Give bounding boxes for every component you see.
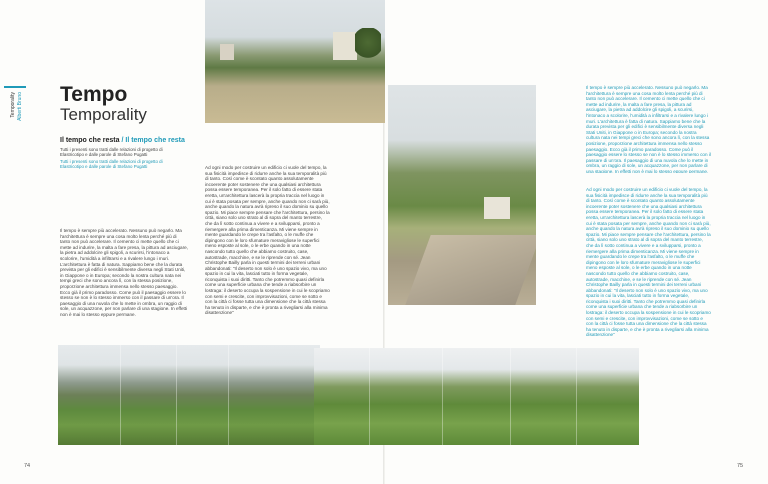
- intro-heading: [60, 137, 185, 144]
- page-number-right: 75: [737, 463, 744, 469]
- photo-tree: [355, 28, 381, 64]
- intro-text-en: Tutti i presenti sono tratti dalle relazioni di progetto di Elastricotipo e dalle parole di Stefano Pugatti: [60, 159, 163, 170]
- photo-garden-path: [388, 85, 536, 305]
- intro-heading-sep: /: [119, 137, 126, 144]
- page-number-left: 74: [24, 463, 31, 469]
- body-column-right-2: Ad ogni modo per costruire un edificio ci vuole del tempo, la sua fisicità impedisce di ridurre anche la sua temporalità più di tanto. Così come è scontato quanto assolutamente incoerente poter sostenere che una qualsiasi architettura possa essere temporanea. Per il solo fatto di essere stata eretta, un'architettura lascerà la propria traccia nel luogo in cui è stata posata per sempre, anche quando non ci sarà più, anche quando la natura avrà ripreso il suo dominio su quello spazio. Mi piace sempre pensare che l'architettura, persino la città, siano solo uno strato al di sopra del manto terrestre, che da lì sotto continua a vivere e a svilupparsi, pronto a riemergere alla prima dimenticanza. Mi viene sempre in mente guardando le crepe tra l'asfalto, o le muffe che dipingono con le loro sfumature meravigliose le superfici meno esposte al sole, o le erbe quando in una notte nascondo tutto quello che abbiamo costruito, case, autostrade, macchine, e se le riprende con sé. Jean Christophe Bailly parla in questi termini dei terreni urbani abbandonati: "Il deserto non solo è uno spazio vivo, ma uno spazio in cui la vita, lasciati tutto in forma vegetale, riconquista i suoi diritti. Tanto che potremmo quasi definirla come una superficie urbana che tende a riabsorbire un lostraga: il deserto occupa la sospensione in cui le scopriamo con semi e crescite, con improvvisazioni, come se sotto e con la città ci fosse tutta una dimensione che la città stessa ha tenuto in disparte, e che è pronta a rivegliarsi alla minima disattenzione": [586, 187, 711, 338]
- photo-segment: [510, 348, 511, 445]
- body-column-right-1: Il tempo è sempre più accelerato. Nessuno può negarlo. Ma l'architettura è sempre una cosa molto lenta perché più di tanto non può accelerare. Il cemento ci mette quello che ci mette ad indurire, la malta a fare presa, la pittura ad asciugare, la pietra ad addolcire gli spigoli, a scurirsi, l'intonaco a scolorire, l'umidità a infiltrarsi e a rivalere lungo i muri. L'architettura è fatta di natura. Sappiamo bene che la durata prevista per gli edifici è sensibilmente diversa negli Stati Uniti, in Giappone o in Europa; secondo la nostra cultura nata nei tempi greci che sono ancora lì, con la stessa posizione, proporzione architettura immensa nello stesso paesaggio. Ecco già il primo paradosso. Come può il paesaggio essere lo stesso se non è lo stesso immerso con il passare di un'ora. Il paesaggio di una nuvola che lo mette in ombra, un raggio di sole, un acquazzone, per non parlare di una stagione. In effetti non è mai lo stesso eppure permane.: [586, 85, 711, 173]
- photo-segment: [442, 348, 443, 445]
- photo-building: [220, 44, 234, 60]
- body-column-left-1: Il tempo è sempre più accelerato. Nessuno può negarlo. Ma l'architettura è sempre una cosa molto lenta perché più di tanto non può accelerare. Il cemento ci mette quello che ci mette ad indurire, la malta a fare presa, la pittura ad asciugare, la pietra ad addolcire gli spigoli, a scurirsi, l'intonaco a scolorire, l'umidità a infiltrarsi e a rivalere lungo i muri. L'architettura è fatta di natura. Sappiamo bene che la durata prevista per gli edifici è sensibilmente diversa negli Stati Uniti, in Giappone o in Europa; secondo la nostra cultura nata nei tempi greci che sono ancora lì, con la stessa posizione, proporzione architettura immensa nello stesso paesaggio. Ecco già il primo paradosso. Come può il paesaggio essere lo stesso se non è lo stesso immerso con il passare di un'ora. Il paesaggio di una nuvola che lo mette in ombra, un raggio di sole, un acquazzone, per non parlare di una stagione. In effetti non è mai lo stesso eppure permane.: [60, 228, 188, 317]
- side-tab: [4, 86, 26, 128]
- photo-segment: [369, 348, 370, 445]
- body-column-left-2: Ad ogni modo per costruire un edificio ci vuole del tempo, la sua fisicità impedisce di ridurre anche la sua temporalità più di tanto. Così come è scontato quanto assolutamente incoerente poter sostenere che una qualsiasi architettura possa essere temporanea. Per il solo fatto di essere stata eretta, un'architettura lascerà la propria traccia nel luogo in cui è stata posata per sempre, anche quando non ci sarà più, anche quando la natura avrà ripreso il suo dominio su quello spazio. Mi piace sempre pensare che l'architettura, persino la città, siano solo uno strato al di sopra del manto terrestre, che da lì sotto continua a vivere e a svilupparsi, pronto a riemergere alla prima dimenticanza. Mi viene sempre in mente guardando le crepe tra l'asfalto, o le muffe che dipingono con le loro sfumature meravigliose le superfici meno esposte al sole, o le erbe quando in una notte nascondo tutto quello che abbiamo costruito, case, autostrade, macchine, e se le riprende con sé. Jean Christophe Bailly parla in questi termini dei terreni urbani abbandonati: "Il deserto non solo è uno spazio vivo, ma uno spazio in cui la vita, lasciati tutto in forma vegetale, riconquista i suoi diritti. Tanto che potremmo quasi definirla come una superficie urbana che tende a riabsorbire un lostraga: il deserto occupa la sospensione in cui le scopriamo con semi e crescite, con improvvisazioni, come se sotto e con la città ci fosse tutta una dimensione che la città stessa ha tenuto in disparte, e che è pronta a rivegliarsi alla minima disattenzione": [205, 165, 330, 316]
- photo-segment: [120, 345, 121, 445]
- photo-segment: [576, 348, 577, 445]
- intro-text-it: Tutti i presenti sono tratti dalle relazioni di progetto di Elastricotipo e dalle parole di Stefano Pugatti: [60, 147, 163, 158]
- photo-segment: [176, 345, 177, 445]
- photo-gravel-path: [405, 235, 536, 305]
- page-title: Tempo: [60, 83, 128, 106]
- photo-building: [333, 32, 357, 60]
- side-tab-author: Alberti Bruno: [17, 92, 23, 121]
- intro-heading-en: Il tempo che resta: [125, 137, 185, 144]
- photo-panorama-left: [58, 345, 320, 445]
- photo-building: [484, 197, 510, 219]
- side-tab-accent-line: [4, 86, 26, 88]
- side-tab-label: Temporality: [10, 92, 16, 118]
- photo-park-entrance: [205, 0, 385, 123]
- photo-panorama-right: [314, 348, 639, 445]
- intro-heading-it: Il tempo che resta: [60, 137, 120, 144]
- page-subtitle: Temporality: [60, 105, 147, 124]
- photo-segment: [228, 345, 229, 445]
